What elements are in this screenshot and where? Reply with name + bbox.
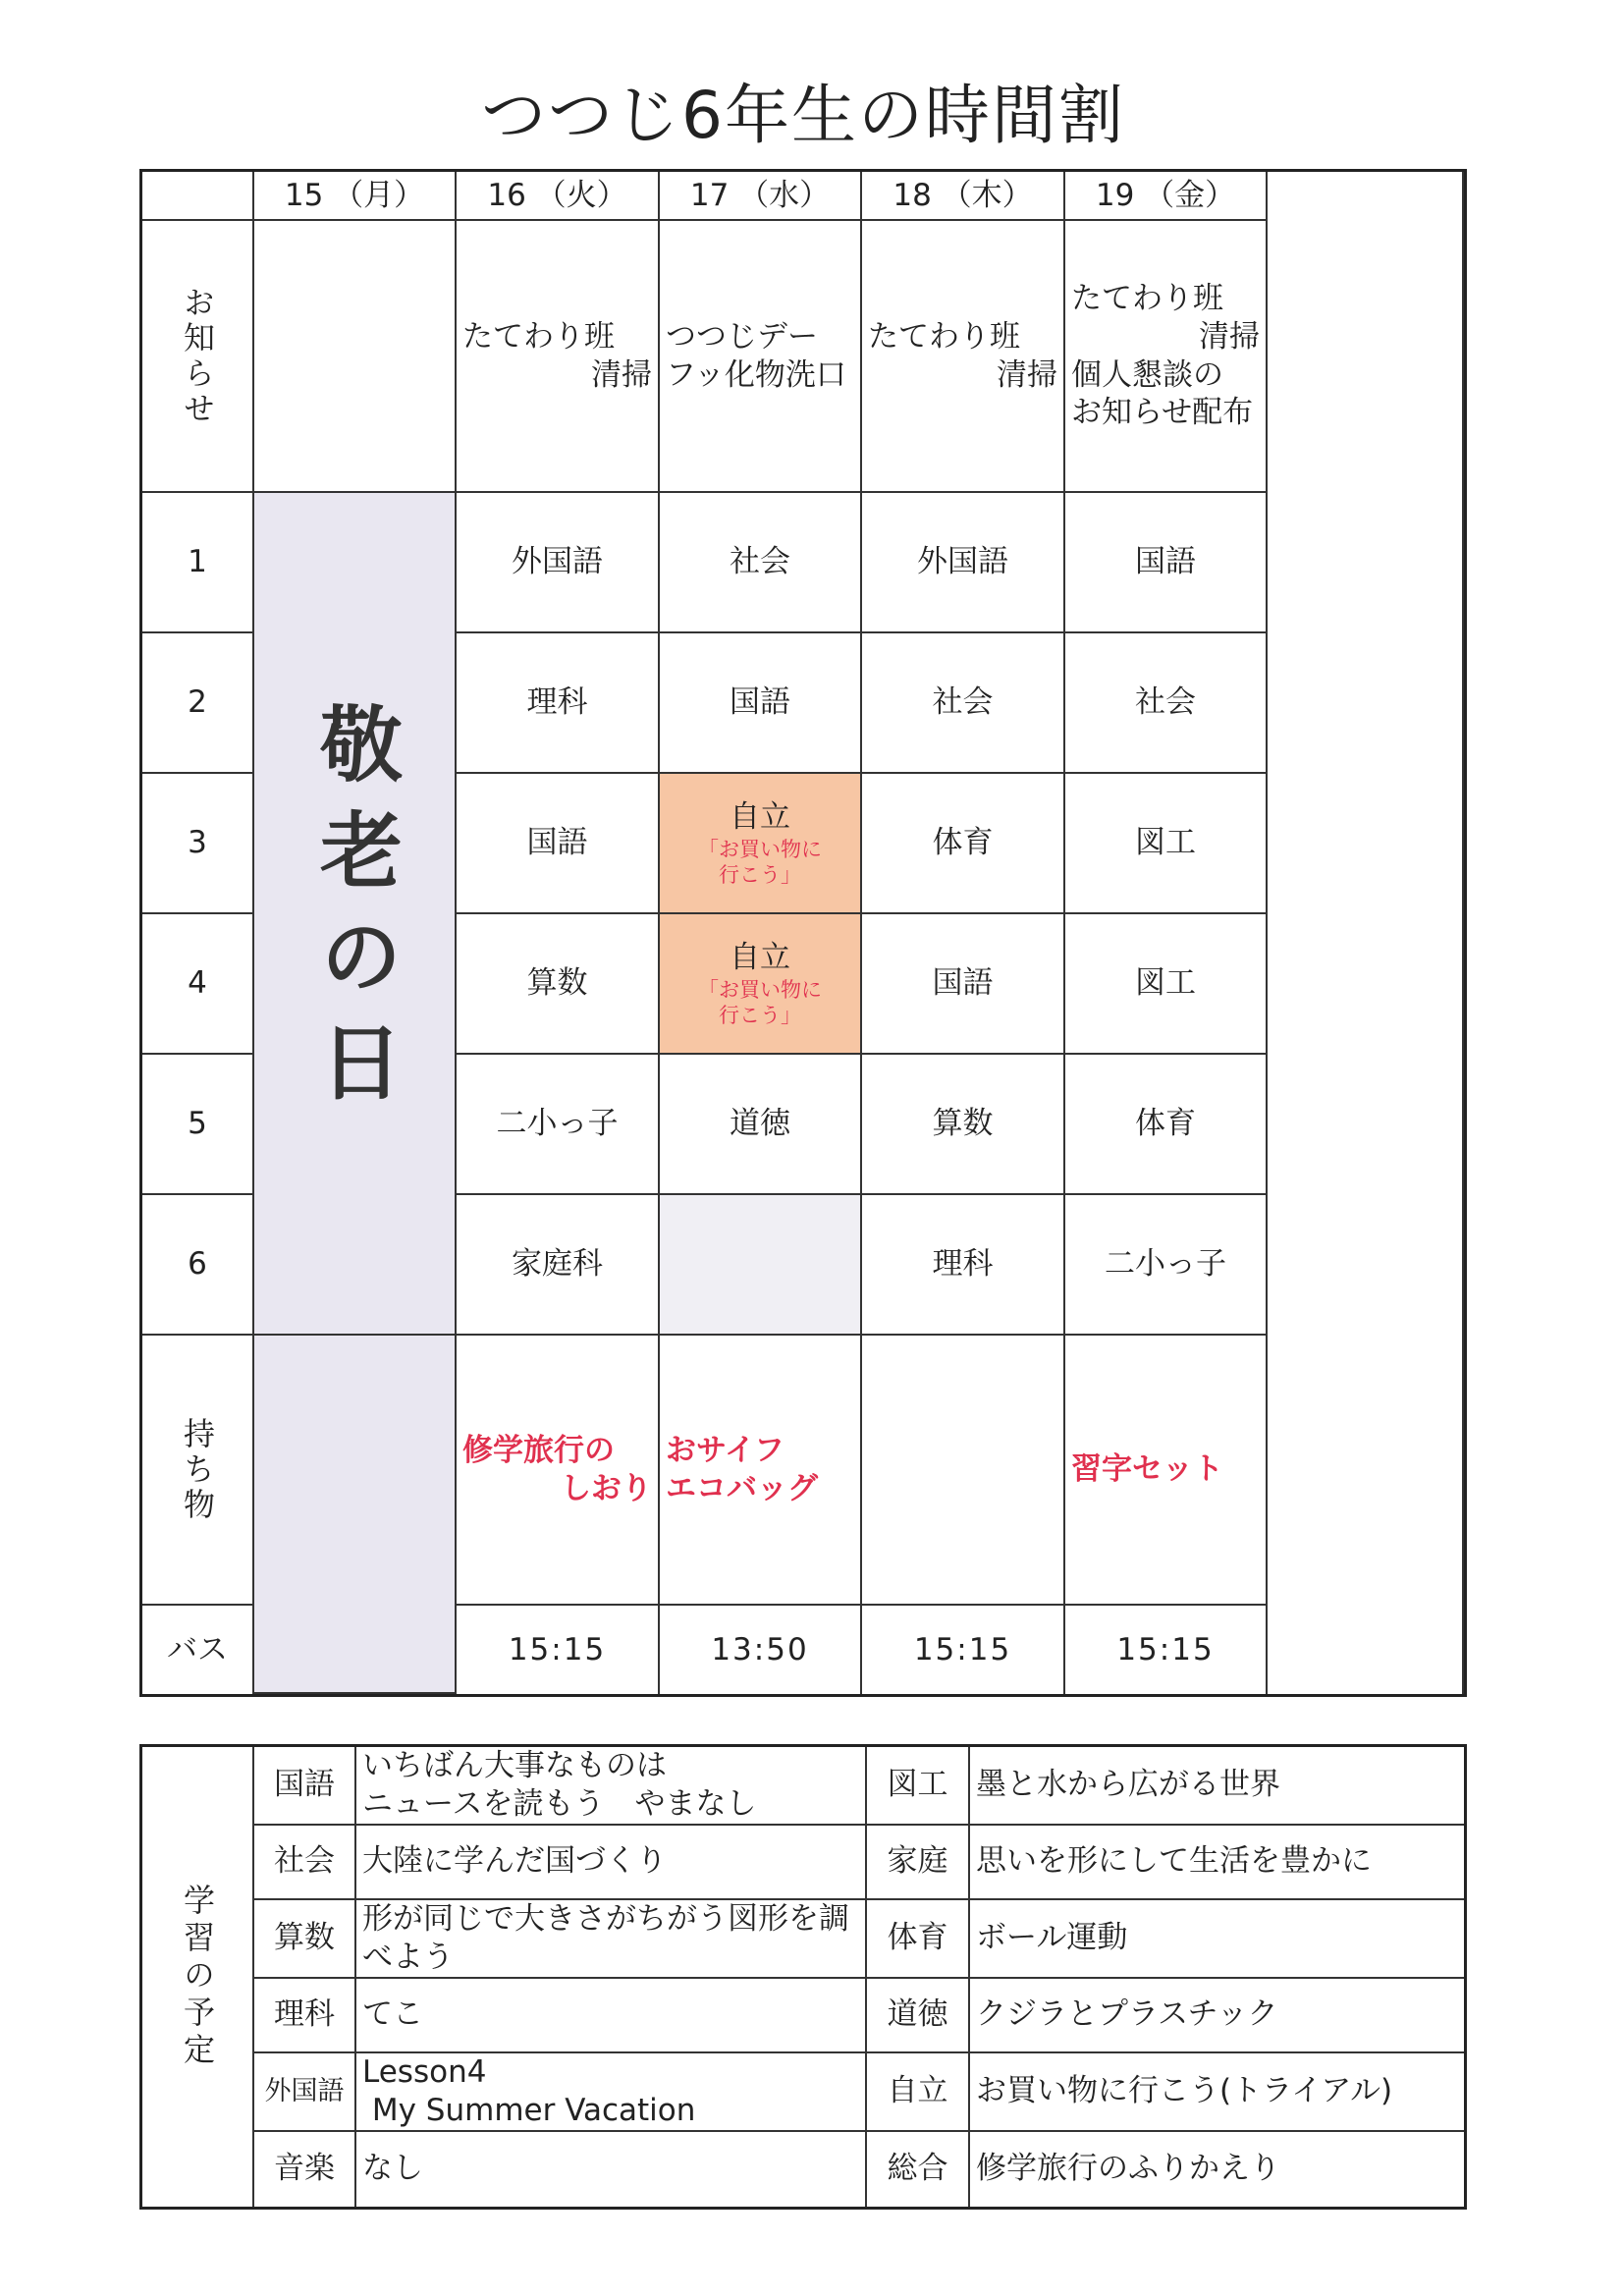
holiday-cell: 敬老の日	[254, 493, 457, 1336]
timetable	[139, 169, 1467, 1697]
period-label: 3	[142, 774, 254, 914]
belongings-fri: 習字セット	[1065, 1336, 1268, 1606]
notice-fri: たてわり班 清掃 個人懇談の お知らせ配布	[1065, 221, 1268, 493]
lesson-cell: 社会	[1065, 633, 1268, 774]
day-header-tue: 16 （火）	[457, 172, 660, 221]
lesson-cell: 社会	[660, 493, 862, 633]
notice-thu: たてわり班 清掃	[862, 221, 1065, 493]
plan-subject: 社会	[254, 1826, 356, 1901]
bus-time-wed: 13:50	[660, 1606, 862, 1694]
day-header-thu: 18 （木）	[862, 172, 1065, 221]
belongings-wed: おサイフ エコバッグ	[660, 1336, 862, 1606]
day-header-mon: 15 （月）	[254, 172, 457, 221]
lesson-cell: 外国語	[457, 493, 660, 633]
lesson-cell: 道徳	[660, 1055, 862, 1195]
row-label-bus: バス	[142, 1606, 254, 1694]
plan-subject: 自立	[867, 2053, 970, 2132]
lesson-cell: 体育	[862, 774, 1065, 914]
plan-subject: 図工	[867, 1747, 970, 1826]
plan-subject: 算数	[254, 1900, 356, 1979]
period-label: 4	[142, 914, 254, 1055]
lesson-cell: 図工	[1065, 774, 1268, 914]
row-label-belongings: 持ち物	[142, 1336, 254, 1606]
plan-topic: 思いを形にして生活を豊かに	[970, 1826, 1464, 1901]
row-label-notices: お知らせ	[142, 221, 254, 493]
day-header-wed: 17 （水）	[660, 172, 862, 221]
plan-subject: 理科	[254, 1979, 356, 2054]
page-title: つつじ6年生の時間割	[481, 78, 1125, 153]
belongings-tue: 修学旅行の しおり	[457, 1336, 660, 1606]
period-label: 1	[142, 493, 254, 633]
lesson-cell: 二小っ子	[1065, 1195, 1268, 1336]
plan-topic: てこ	[356, 1979, 867, 2054]
lesson-cell: 国語	[1065, 493, 1268, 633]
notice-tue: たてわり班 清掃	[457, 221, 660, 493]
lesson-cell: 外国語	[862, 493, 1065, 633]
plan-label: 学習の予定	[142, 1747, 254, 2207]
lesson-cell-highlight: 自立 「お買い物に 行こう」	[660, 774, 862, 914]
plan-topic: いちばん大事なものは ニュースを読もう やまなし	[356, 1747, 867, 1826]
lesson-cell: 算数	[862, 1055, 1065, 1195]
lesson-cell: 国語	[457, 774, 660, 914]
plan-subject: 国語	[254, 1747, 356, 1826]
blank-column	[1268, 172, 1464, 1694]
lesson-cell-empty	[660, 1195, 862, 1336]
period-label: 6	[142, 1195, 254, 1336]
lesson-cell: 家庭科	[457, 1195, 660, 1336]
bus-time-fri: 15:15	[1065, 1606, 1268, 1694]
plan-topic: なし	[356, 2132, 867, 2208]
day-header-fri: 19 （金）	[1065, 172, 1268, 221]
lesson-cell: 体育	[1065, 1055, 1268, 1195]
lesson-cell: 社会	[862, 633, 1065, 774]
notice-wed: つつじデー フッ化物洗口	[660, 221, 862, 493]
lesson-cell: 国語	[660, 633, 862, 774]
period-label: 5	[142, 1055, 254, 1195]
plan-topic: お買い物に行こう(トライアル)	[970, 2053, 1464, 2132]
lesson-cell: 算数	[457, 914, 660, 1055]
lesson-cell: 二小っ子	[457, 1055, 660, 1195]
learning-plan	[139, 1744, 1467, 2210]
plan-subject: 家庭	[867, 1826, 970, 1901]
plan-topic: クジラとプラスチック	[970, 1979, 1464, 2054]
lesson-cell: 理科	[862, 1195, 1065, 1336]
plan-topic: 大陸に学んだ国づくり	[356, 1826, 867, 1901]
plan-subject: 道徳	[867, 1979, 970, 2054]
plan-subject: 総合	[867, 2132, 970, 2208]
lesson-cell: 国語	[862, 914, 1065, 1055]
period-label: 2	[142, 633, 254, 774]
notice-mon	[254, 221, 457, 493]
plan-topic: 墨と水から広がる世界	[970, 1747, 1464, 1826]
plan-subject: 体育	[867, 1900, 970, 1979]
plan-topic: ボール運動	[970, 1900, 1464, 1979]
lesson-cell-highlight: 自立 「お買い物に 行こう」	[660, 914, 862, 1055]
belongings-thu	[862, 1336, 1065, 1606]
plan-topic: 形が同じで大きさがちがう図形を調 べよう	[356, 1900, 867, 1979]
holiday-cell-lower	[254, 1336, 457, 1694]
plan-subject: 外国語	[254, 2053, 356, 2132]
plan-topic: Lesson4 My Summer Vacation	[356, 2053, 867, 2132]
lesson-cell: 図工	[1065, 914, 1268, 1055]
bus-time-tue: 15:15	[457, 1606, 660, 1694]
lesson-cell: 理科	[457, 633, 660, 774]
plan-topic: 修学旅行のふりかえり	[976, 2151, 1280, 2187]
bus-time-thu: 15:15	[862, 1606, 1065, 1694]
corner-cell	[142, 172, 254, 221]
plan-subject: 音楽	[254, 2132, 356, 2208]
